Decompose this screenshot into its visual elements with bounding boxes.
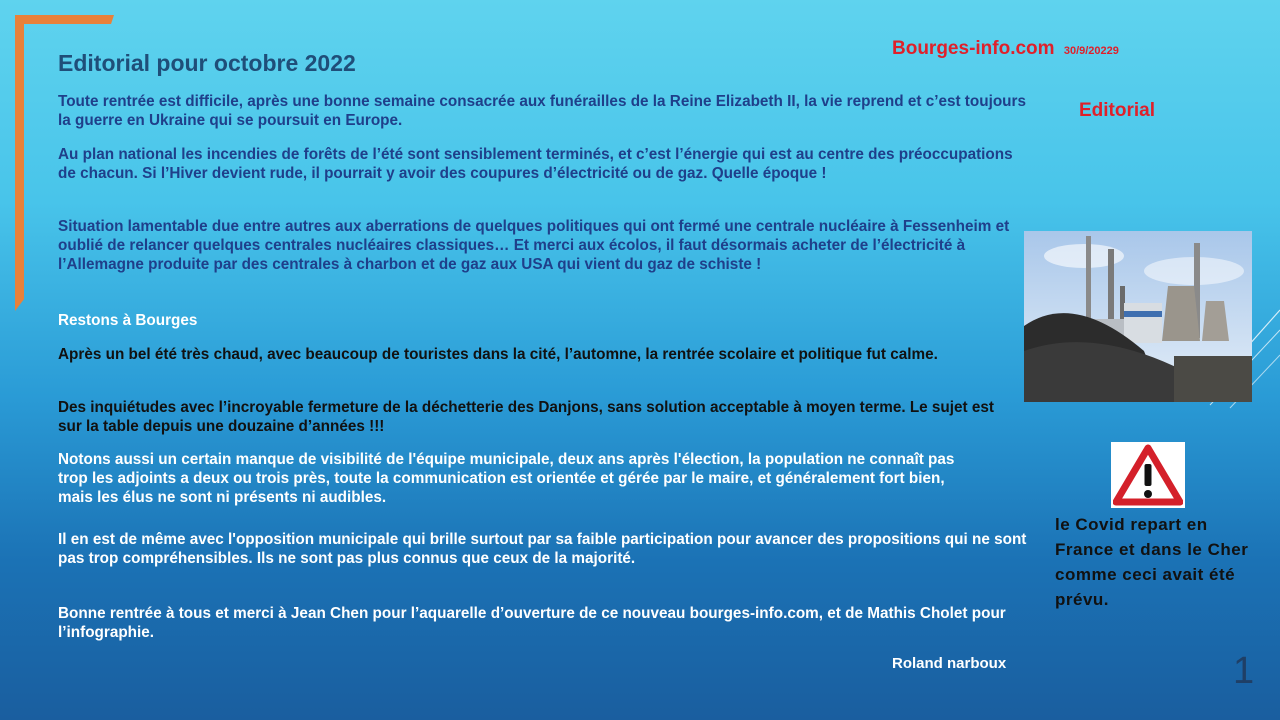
paragraph-opposition: Il en est de même avec l'opposition municipale qui brille surtout par sa faible participation pour avancer des propositions qui ne sont pas trop compréhensibles. Ils ne sont pas plus connus que ceux de la majorité. bbox=[58, 531, 1027, 567]
paragraph-municipal: Notons aussi un certain manque de visibilité de l'équipe municipale, deux ans après l'élection, la population ne connaît pas trop les adjoints a deux ou trois près, toute la communication est orientée et gérée par le maire, et généralement fort bien, mais les élus ne sont ni présents ni audibles. bbox=[58, 451, 955, 506]
paragraph-intro: Toute rentrée est difficile, après une bonne semaine consacrée aux funérailles de la Reine Elizabeth II, la vie reprend et c’est toujours la guerre en Ukraine qui se poursuit en Europe. bbox=[58, 93, 1026, 129]
paragraph-energy: Au plan national les incendies de forêts de l’été sont sensiblement terminés, et c’est l’énergie qui est au centre des préoccupations de chacun. Si l’Hiver devient rude, il pourrait y avoir des coupures d’électricité ou de gaz. Quelle époque ! bbox=[58, 146, 1013, 182]
page-title: Editorial pour octobre 2022 bbox=[58, 50, 356, 76]
paragraph-dechetterie: Des inquiétudes avec l’incroyable fermeture de la déchetterie des Danjons, sans solution acceptable à moyen terme. Le sujet est sur la table depuis une douzaine d’années !!! bbox=[58, 399, 994, 435]
corner-bracket-horizontal bbox=[15, 15, 114, 24]
covid-note: le Covid repart en France et dans le Cher comme ceci avait été prévu. bbox=[1055, 515, 1249, 609]
site-date: 30/9/20229 bbox=[1063, 45, 1119, 57]
warning-icon bbox=[1111, 442, 1185, 508]
paragraph-thanks: Bonne rentrée à tous et merci à Jean Chen pour l’aquarelle d’ouverture de ce nouveau bourges-info.com, et de Mathis Cholet pour l’infographie. bbox=[58, 605, 1006, 641]
paragraph-summer: Après un bel été très chaud, avec beaucoup de touristes dans la cité, l’automne, la rentrée scolaire et politique fut calme. bbox=[58, 346, 938, 363]
paragraph-nuclear: Situation lamentable due entre autres aux aberrations de quelques politiques qui ont fermé une centrale nucléaire à Fessenheim et oublié de relancer quelques centrales nucléaires classiques… Et merci aux écolos, il faut désormais acheter de l’électricité à l’Allemagne produite par des centrales à charbon et de gaz aux USA qui vient du gaz de schiste ! bbox=[58, 218, 1010, 273]
site-header bbox=[892, 38, 1119, 60]
section-label: Editorial bbox=[1079, 100, 1156, 121]
section-heading-bourges: Restons à Bourges bbox=[58, 312, 198, 329]
corner-bracket-vertical bbox=[15, 15, 24, 311]
site-name: Bourges-info.com bbox=[892, 38, 1055, 59]
author-signature: Roland narboux bbox=[892, 655, 1007, 672]
power-plant-photo bbox=[1024, 231, 1252, 402]
page-number: 1 bbox=[1233, 650, 1255, 692]
